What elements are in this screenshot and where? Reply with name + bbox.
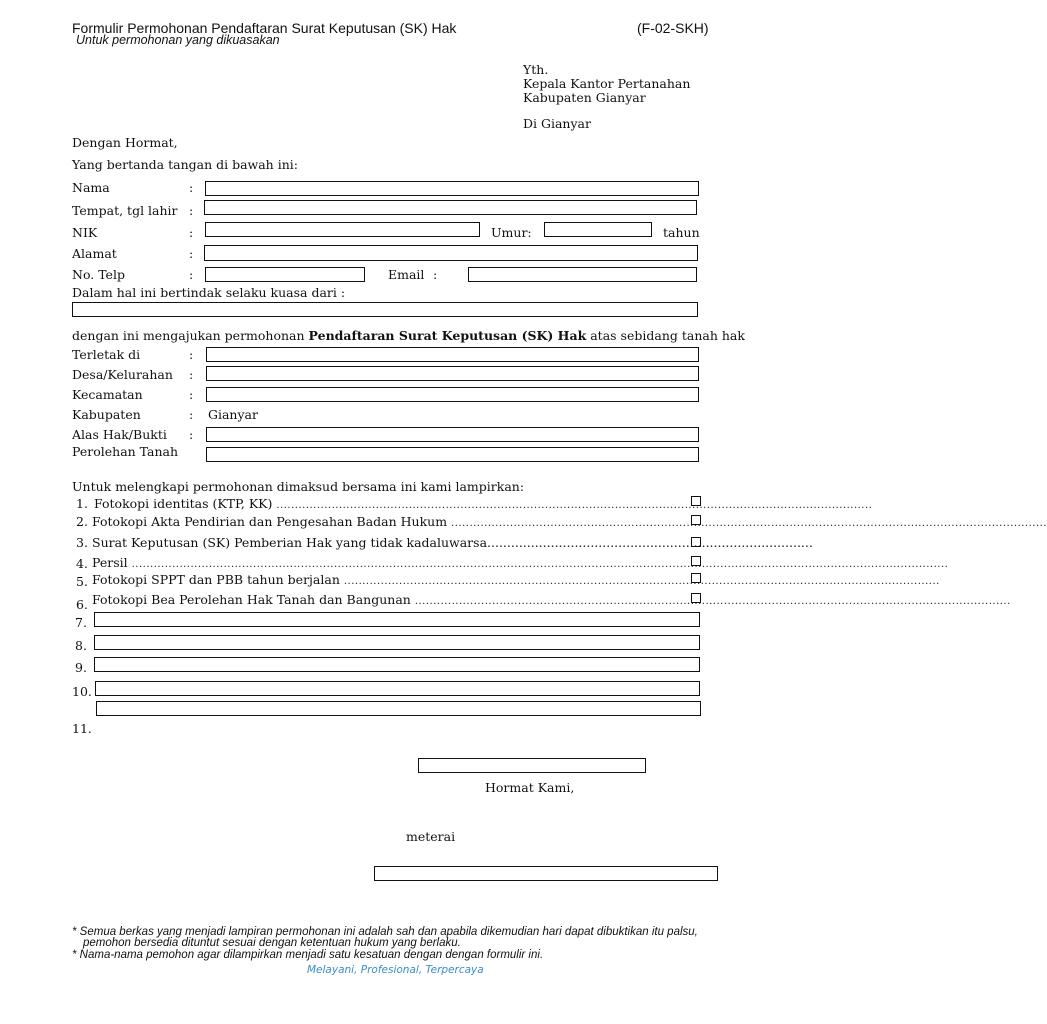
recipient-yth: Yth. <box>523 62 549 77</box>
attachment-item-4: Persil .............................................................................................................................................................................................................................. <box>92 555 949 570</box>
attachment-blank-9[interactable] <box>94 657 700 672</box>
date-field[interactable] <box>418 758 646 773</box>
desa-field[interactable] <box>206 366 699 381</box>
attachment-checkbox-1[interactable] <box>691 496 701 506</box>
tahun-label: tahun <box>663 225 700 240</box>
recipient-location: Di Gianyar <box>523 116 591 131</box>
attachment-num: 2. <box>76 514 88 529</box>
request-prefix: dengan ini mengajukan permohonan <box>72 328 305 343</box>
attachment-item-2: Fotokopi Akta Pendirian dan Pengesahan Badan Hukum .................................................................................................................................................................. <box>92 514 1047 529</box>
alas-label: Alas Hak/Bukti <box>72 427 167 442</box>
attachment-num: 6. <box>76 597 88 612</box>
alamat-field[interactable] <box>204 245 698 261</box>
kecamatan-label: Kecamatan <box>72 387 143 402</box>
recipient-regency: Kabupaten Gianyar <box>523 90 646 105</box>
intro-text: Yang bertanda tangan di bawah ini: <box>72 157 298 172</box>
form-title: Formulir Permohonan Pendaftaran Surat Keputusan (SK) Hak <box>72 20 457 36</box>
colon: : <box>189 407 194 422</box>
attachment-blank-10[interactable] <box>95 681 700 696</box>
kecamatan-field[interactable] <box>206 387 699 402</box>
attachment-num: 1. <box>76 496 88 511</box>
email-field[interactable] <box>468 267 697 282</box>
request-suffix: atas sebidang tanah hak <box>590 328 745 343</box>
ttl-label: Tempat, tgl lahir <box>72 203 178 218</box>
attachment-label: Fotokopi Bea Perolehan Hak Tanah dan Bangunan <box>92 592 411 607</box>
attachment-num: 3. <box>76 535 88 550</box>
telp-label: No. Telp <box>72 267 125 282</box>
greeting: Dengan Hormat, <box>72 135 178 150</box>
footer-note-1b: pemohon bersedia dituntut sesuai dengan ketentuan hukum yang berlaku. <box>83 937 461 949</box>
attachment-num: 8. <box>75 638 87 653</box>
attachment-label: Persil <box>92 555 128 570</box>
kabupaten-value: Gianyar <box>208 407 258 422</box>
attachment-blank-8[interactable] <box>94 635 700 650</box>
nik-label: NIK <box>72 225 98 240</box>
alas-field-2[interactable] <box>206 447 699 462</box>
attachment-checkbox-6[interactable] <box>691 593 701 603</box>
attachment-blank-11[interactable] <box>96 701 701 716</box>
attachment-item-3: Surat Keputusan (SK) Pemberian Hak yang tidak kadaluwarsa.................................................................................. <box>92 535 813 550</box>
meterai-label: meterai <box>406 829 456 844</box>
ttl-field[interactable] <box>204 200 697 215</box>
colon: : <box>189 347 194 362</box>
colon: : <box>189 267 194 282</box>
request-bold: Pendaftaran Surat Keputusan (SK) Hak <box>308 328 587 343</box>
colon: : <box>189 387 194 402</box>
attachment-num: 4. <box>76 556 88 571</box>
recipient-office: Kepala Kantor Pertanahan <box>523 76 691 91</box>
attachment-label: Surat Keputusan (SK) Pemberian Hak yang tidak kadaluwarsa <box>92 535 488 550</box>
nama-field[interactable] <box>205 181 699 196</box>
attachment-blank-7[interactable] <box>94 612 700 627</box>
alamat-label: Alamat <box>72 246 117 261</box>
alas-field-1[interactable] <box>206 427 699 442</box>
attachment-num: 9. <box>75 660 87 675</box>
attachment-checkbox-2[interactable] <box>691 515 701 525</box>
attachment-label: Fotokopi Akta Pendirian dan Pengesahan Badan Hukum <box>92 514 448 529</box>
attachment-checkbox-5[interactable] <box>691 573 701 583</box>
kabupaten-label: Kabupaten <box>72 407 141 422</box>
terletak-label: Terletak di <box>72 347 141 362</box>
umur-field[interactable] <box>544 222 652 237</box>
attachment-item-6: Fotokopi Bea Perolehan Hak Tanah dan Bangunan .................................................................................................................................................................. <box>92 592 1011 607</box>
colon: : <box>189 180 194 195</box>
attachment-num: 10. <box>72 684 92 699</box>
colon: : <box>189 246 194 261</box>
nama-label: Nama <box>72 180 110 195</box>
form-code: (F-02-SKH) <box>637 20 709 36</box>
attachment-checkbox-4[interactable] <box>691 556 701 566</box>
signatory-name-field[interactable] <box>374 866 718 881</box>
attachment-checkbox-3[interactable] <box>691 537 701 547</box>
email-label: Email <box>388 267 425 282</box>
footer-note-2: * Nama-nama pemohon agar dilampirkan menjadi satu kesatuan dengan dengan formulir ini. <box>72 949 544 961</box>
attachment-num: 7. <box>75 615 87 630</box>
motto: Melayani, Profesional, Terpercaya <box>307 964 484 976</box>
telp-field[interactable] <box>205 267 365 282</box>
nik-field[interactable] <box>205 222 480 237</box>
colon: : <box>189 225 194 240</box>
attachments-intro: Untuk melengkapi permohonan dimaksud bersama ini kami lampirkan: <box>72 479 525 494</box>
kuasa-field[interactable] <box>72 302 698 317</box>
desa-label: Desa/Kelurahan <box>72 367 173 382</box>
colon: : <box>433 267 438 282</box>
attachment-item-1: Fotokopi identitas (KTP, KK) .................................................................................................................................................................. <box>94 496 873 511</box>
form-subtitle: Untuk permohonan yang dikuasakan <box>76 33 280 47</box>
attachment-item-5: Fotokopi SPPT dan PBB tahun berjalan .................................................................................................................................................................. <box>92 572 940 587</box>
request-sentence <box>72 328 745 343</box>
kuasa-label: Dalam hal ini bertindak selaku kuasa dari : <box>72 285 346 300</box>
terletak-field[interactable] <box>206 347 699 362</box>
attachment-label: Fotokopi identitas (KTP, KK) <box>94 496 273 511</box>
hormat-kami: Hormat Kami, <box>485 780 575 795</box>
attachment-num: 11. <box>72 721 92 736</box>
attachment-label: Fotokopi SPPT dan PBB tahun berjalan <box>92 572 340 587</box>
footer-note-1: * Semua berkas yang menjadi lampiran permohonan ini adalah sah dan apabila dikemudian hari dapat dibuktikan itu palsu, <box>72 926 698 938</box>
umur-label: Umur: <box>491 225 532 240</box>
colon: : <box>189 203 194 218</box>
colon: : <box>189 367 194 382</box>
colon: : <box>189 427 194 442</box>
perolehan-label: Perolehan Tanah <box>72 444 179 459</box>
attachment-num: 5. <box>76 574 88 589</box>
